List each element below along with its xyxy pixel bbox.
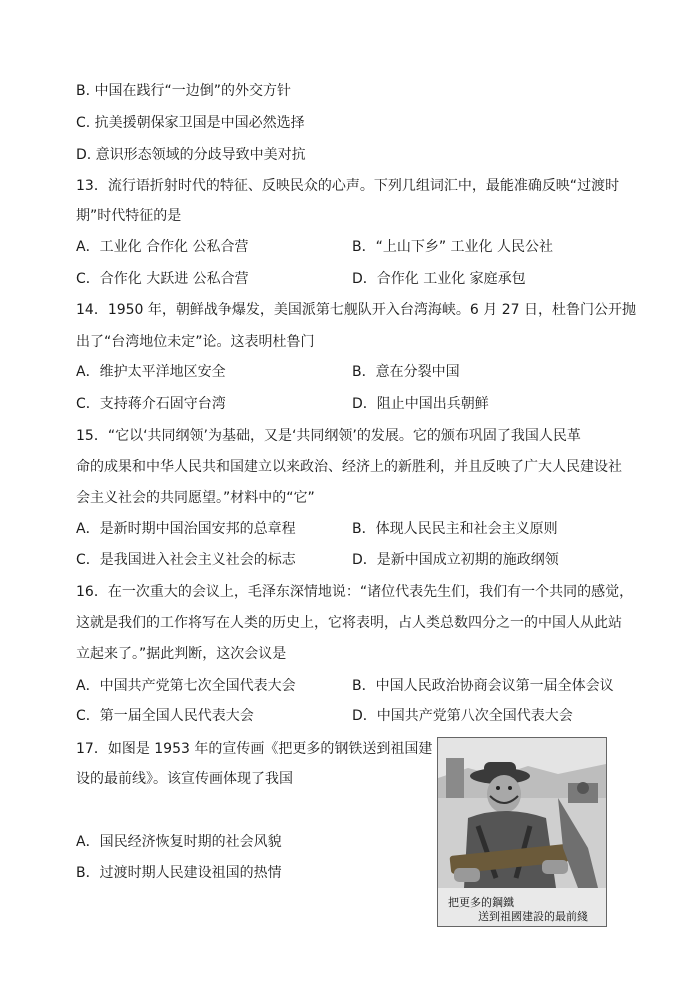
q13-stem-line1: 13．流行语折射时代的特征、反映民众的心声。下列几组词汇中，最能准确反映“过渡时 — [76, 178, 620, 194]
q15-stem-line3: 会主义社会的共同愿望。”材料中的“它” — [76, 490, 315, 506]
q15-option-b: B．体现人民民主和社会主义原则 — [352, 521, 558, 537]
q15-option-c: C．是我国进入社会主义社会的标志 — [76, 552, 296, 568]
q14-option-c: C．支持蒋介石固守台湾 — [76, 396, 226, 412]
q16-option-d: D．中国共产党第八次全国代表大会 — [352, 708, 573, 724]
q16-option-c: C．第一届全国人民代表大会 — [76, 708, 254, 724]
poster-caption-line1: 把更多的鋼鐵 — [448, 896, 514, 909]
q16-option-b: B．中国人民政治协商会议第一届全体会议 — [352, 678, 614, 694]
q14-option-a: A．维护太平洋地区安全 — [76, 364, 226, 380]
q17-option-a: A．国民经济恢复时期的社会风貌 — [76, 834, 282, 850]
q13-option-d: D．合作化 工业化 家庭承包 — [352, 271, 526, 287]
q14-stem-line1: 14．1950 年，朝鲜战争爆发，美国派第七舰队开入台湾海峡。6 月 27 日，杜鲁门公开抛 — [76, 302, 636, 318]
q13-option-b: B．“上山下乡” 工业化 人民公社 — [352, 239, 554, 255]
poster-caption-line2: 送到祖國建設的最前綫 — [478, 910, 588, 923]
q13-stem-line2: 期”时代特征的是 — [76, 208, 182, 224]
q16-option-a: A．中国共产党第七次全国代表大会 — [76, 678, 296, 694]
q12-option-c: C. 抗美援朝保家卫国是中国必然选择 — [76, 115, 305, 131]
q12-option-b: B. 中国在践行“一边倒”的外交方针 — [76, 83, 292, 99]
q15-option-d: D．是新中国成立初期的施政纲领 — [352, 552, 559, 568]
q14-option-b: B．意在分裂中国 — [352, 364, 460, 380]
q13-option-a: A．工业化 合作化 公私合营 — [76, 239, 249, 255]
q12-option-d: D. 意识形态领域的分歧导致中美对抗 — [76, 147, 306, 163]
q17-stem-line2: 设的最前线》。该宣传画体现了我国 — [76, 771, 293, 787]
q15-stem-line2: 命的成果和中华人民共和国建立以来政治、经济上的新胜利，并且反映了广大人民建设社 — [76, 459, 622, 475]
q15-stem-line1: 15．“它以‘共同纲领’为基础，又是‘共同纲领’的发展。它的颁布巩固了我国人民革 — [76, 428, 581, 444]
q16-stem-line3: 立起来了。”据此判断，这次会议是 — [76, 646, 287, 662]
q17-stem-line1: 17．如图是 1953 年的宣传画《把更多的钢铁送到祖国建 — [76, 741, 433, 757]
q13-option-c: C．合作化 大跃进 公私合营 — [76, 271, 249, 287]
propaganda-poster-image — [437, 737, 607, 927]
q16-stem-line2: 这就是我们的工作将写在人类的历史上，它将表明，占人类总数四分之一的中国人从此站 — [76, 615, 622, 631]
q14-stem-line2: 出了“台湾地位未定”论。这表明杜鲁门 — [76, 334, 315, 350]
q15-option-a: A．是新时期中国治国安邦的总章程 — [76, 521, 296, 537]
q16-stem-line1: 16．在一次重大的会议上，毛泽东深情地说：“诸位代表先生们，我们有一个共同的感觉， — [76, 584, 634, 600]
q14-option-d: D．阻止中国出兵朝鲜 — [352, 396, 489, 412]
q17-option-b: B．过渡时期人民建设祖国的热情 — [76, 865, 282, 881]
